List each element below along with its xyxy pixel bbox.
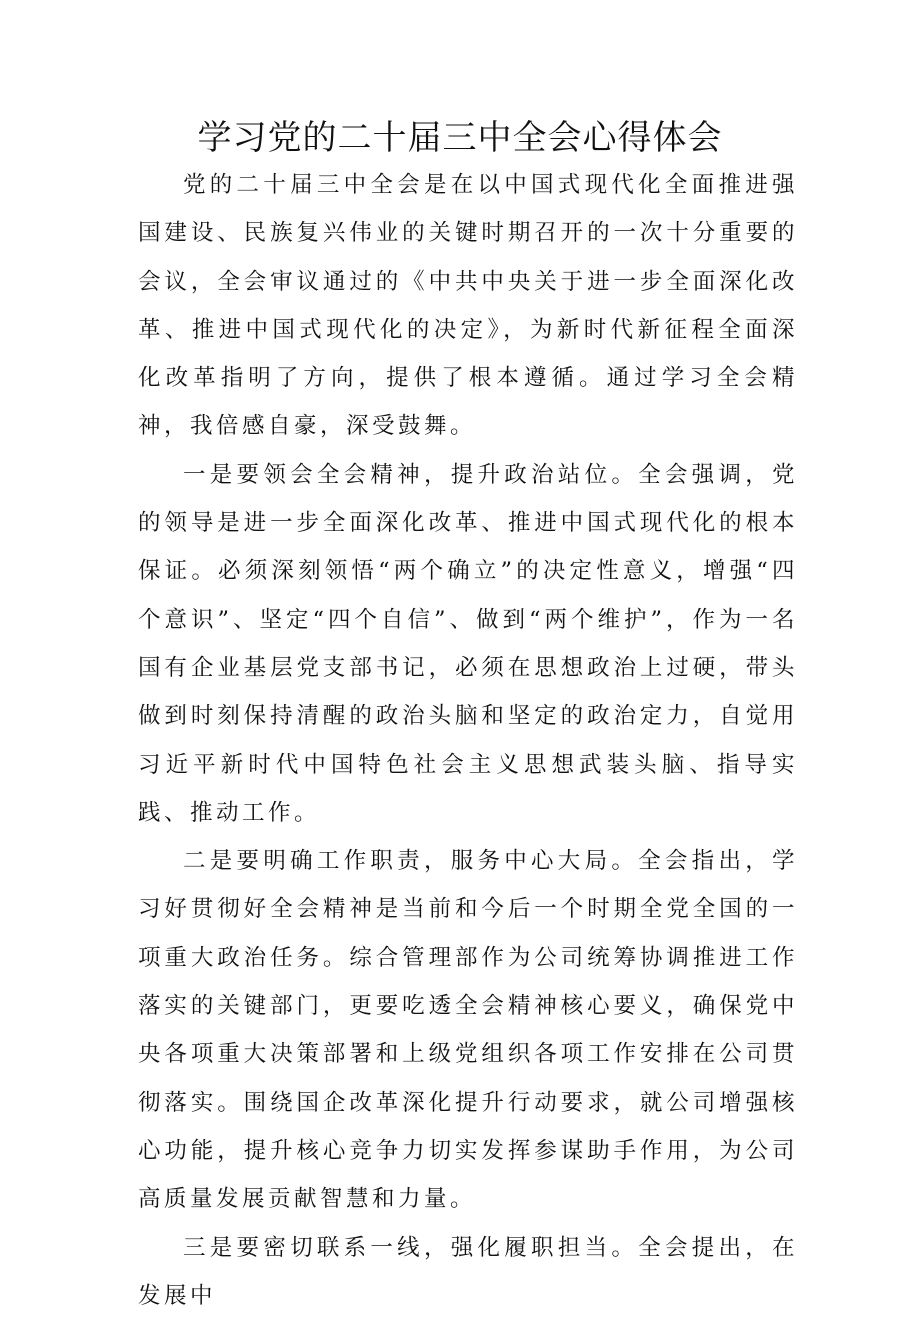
paragraph-point-one: 一是要领会全会精神，提升政治站位。全会强调，党的领导是进一步全面深化改革、推进中国式现代化的根本保证。必须深刻领悟“两个确立”的决定性意义，增强“四个意识”、坚定“四个自信”、做到“两个维护”，作为一名国有企业基层党支部书记，必须在思想政治上过硬，带头做到时刻保持清醒的政治头脑和坚定的政治定力，自觉用习近平新时代中国特色社会主义思想武装头脑、指导实践、推动工作。: [138, 461, 798, 826]
paragraph-intro: 党的二十届三中全会是在以中国式现代化全面推进强国建设、民族复兴伟业的关键时期召开的一次十分重要的会议，全会审议通过的《中共中央关于进一步全面深化改革、推进中国式现代化的决定》，为新时代新征程全面深化改革指明了方向，提供了根本遵循。通过学习全会精神，我倍感自豪，深受鼓舞。: [138, 172, 798, 440]
paragraph-point-three: 三是要密切联系一线，强化履职担当。全会提出，在发展中: [138, 1234, 798, 1309]
document-title: 学习党的二十届三中全会心得体会: [197, 118, 723, 158]
paragraph-point-two: 二是要明确工作职责，服务中心大局。全会指出，学习好贯彻好全会精神是当前和今后一个时期全党全国的一项重大政治任务。综合管理部作为公司统筹协调推进工作落实的关键部门，更要吃透全会精神核心要义，确保党中央各项重大决策部署和上级党组织各项工作安排在公司贯彻落实。围绕国企改革深化提升行动要求，就公司增强核心功能，提升核心竞争力切实发挥参谋助手作用，为公司高质量发展贡献智慧和力量。: [138, 848, 798, 1213]
document-body: [138, 161, 798, 1320]
